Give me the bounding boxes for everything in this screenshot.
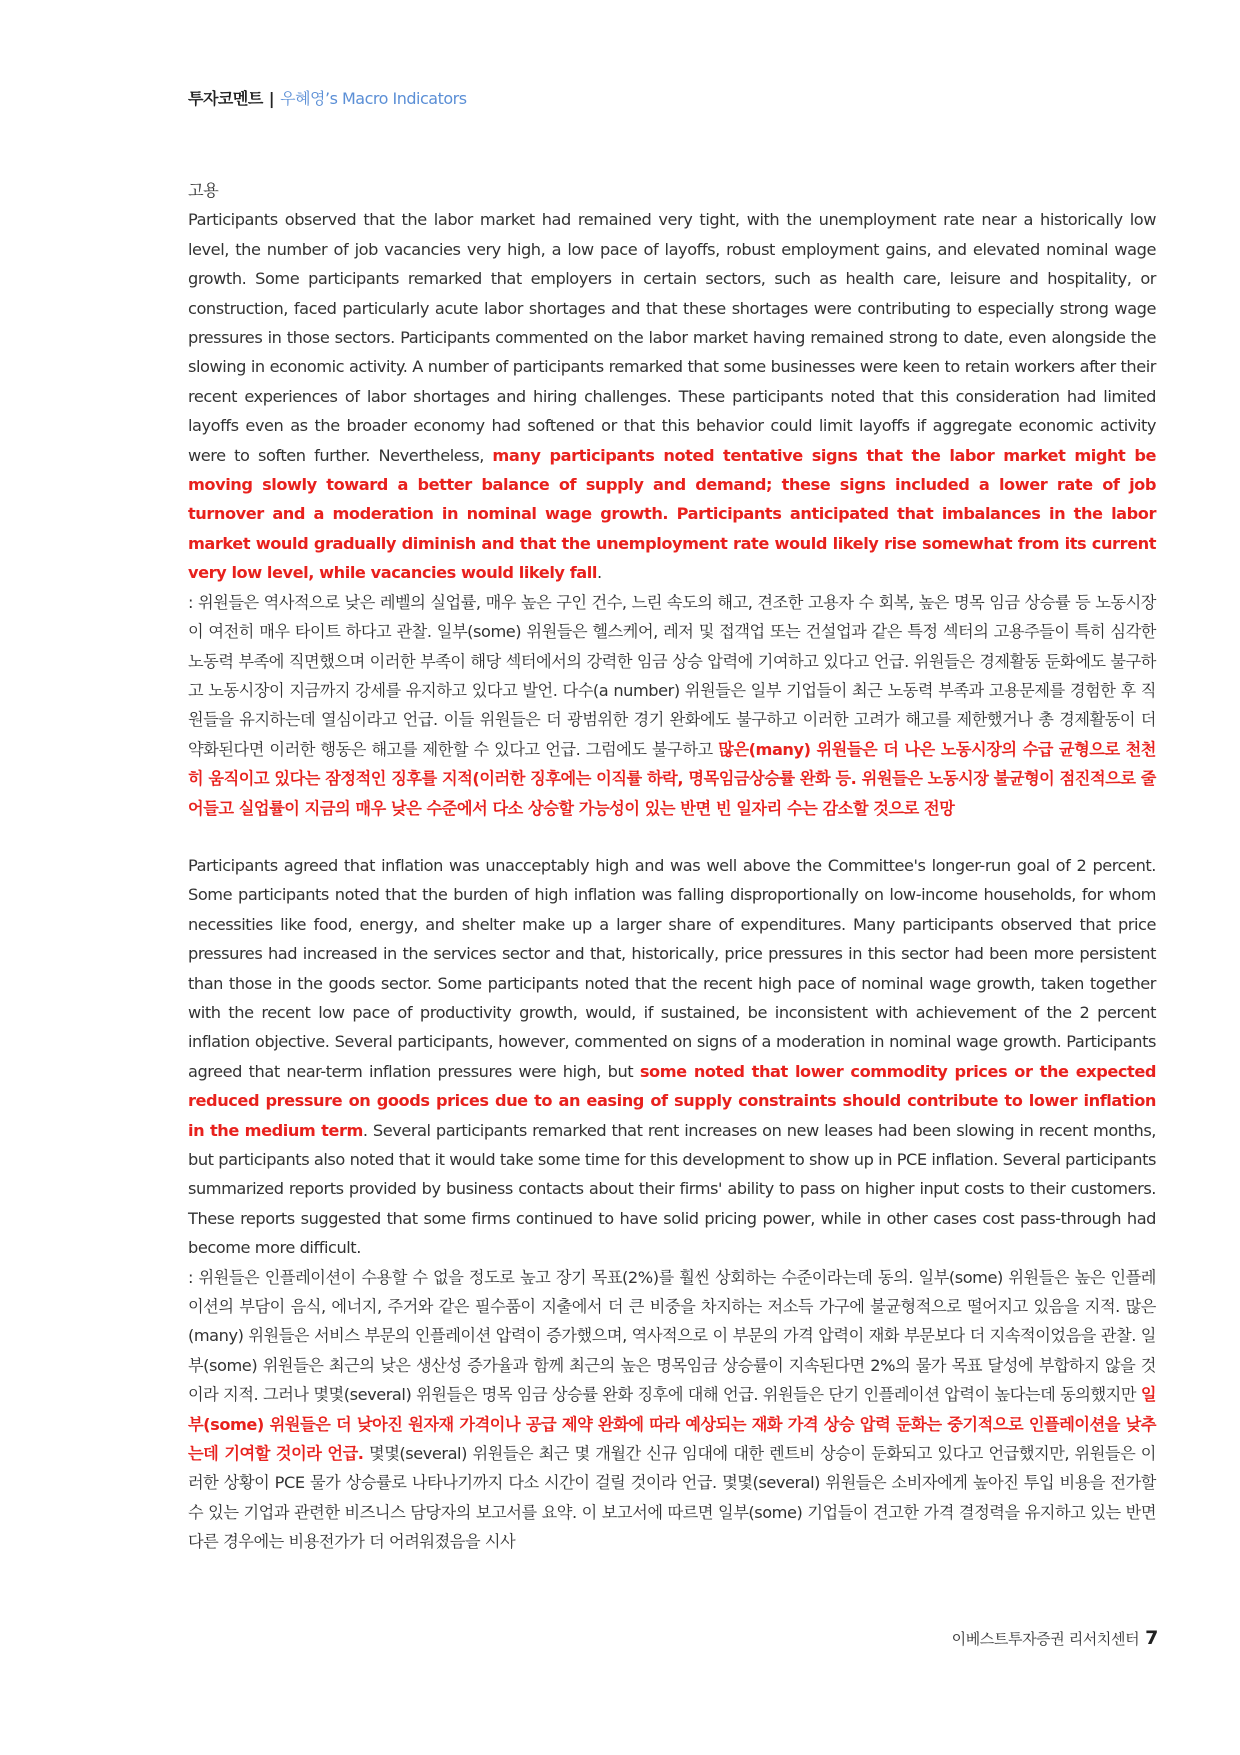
header-brand: 투자코멘트 bbox=[188, 89, 263, 108]
inflation-ko-text: : 위원들은 인플레이션이 수용할 수 없을 정도로 높고 장기 목표(2%)를 훨씬 상회하는 수준이라는데 동의. 일부(some) 위원들은 높은 인플레이션의 부담이 음식, 에너지, 주거와 같은 필수품이 지출에서 더 큰 비중을 차지하는 저소득 가구에 불균형적으로 떨어지고 있음을 지적. 많은(many) 위원들은 서비스 부문의 인플레이션 압력이 증가했으며, 역사적으로 이 부문의 가격 압력이 재화 부문보다 더 지속적이었음을 관찰. 일부(some) 위원들은 최근의 낮은 생산성 증가율과 함께 최근의 높은 명목임금 상승률이 지속된다면 2%의 물가 목표 달성에 부합하지 않을 것이라 지적. 그러나 몇몇(several) 위원들은 명목 임금 상승률 완화 징후에 대해 언급. 위원들은 단기 인플레이션 압력이 높다는데 동의했지만 bbox=[188, 1267, 1156, 1405]
employment-en-end: . bbox=[596, 563, 602, 583]
inflation-korean-paragraph bbox=[188, 1263, 1156, 1557]
inflation-en-text: Participants agreed that inflation was unacceptably high and was well above the Committee's longer-run goal of 2 percent. Some participants noted that the burden of high inflation was falling disproportionally on low-income households, for whom necessities like food, energy, and shelter make up a larger share of expenditures. Many participants observed that price pressures had increased in the services sector and that, historically, price pressures in this sector had been more persistent than those in the goods sector. Some participants noted that the recent high pace of nominal wage growth, taken together with the recent low pace of productivity growth, would, if sustained, be inconsistent with achievement of the 2 percent inflation objective. Several participants, however, commented on signs of a moderation in nominal wage growth. Participants agreed that near-term inflation pressures were high, but bbox=[188, 855, 1156, 1081]
header-separator: | bbox=[268, 89, 275, 108]
page-number: 7 bbox=[1145, 1627, 1158, 1649]
section-title: 고용 bbox=[188, 181, 219, 200]
employment-english-paragraph bbox=[188, 205, 1156, 587]
employment-en-text: Participants observed that the labor market had remained very tight, with the unemployment rate near a historically low level, the number of job vacancies very high, a low pace of layoffs, robust employment gains, and elevated nominal wage growth. Some participants remarked that employers in certain sectors, such as health care, leisure and hospitality, or construction, faced particularly acute labor shortages and that these shortages were contributing to especially strong wage pressures in those sectors. Participants commented on the labor market having remained strong to date, even alongside the slowing in economic activity. A number of participants remarked that some businesses were keen to retain workers after their recent experiences of labor shortages and hiring challenges. These participants noted that this consideration had limited layoffs even as the broader economy had softened or that this behavior could limit layoffs if aggregate economic activity were to soften further. Nevertheless, bbox=[188, 210, 1156, 465]
inflation-ko-text-2: 몇몇(several) 위원들은 최근 몇 개월간 신규 임대에 대한 렌트비 상승이 둔화되고 있다고 언급했지만, 위원들은 이러한 상황이 PCE 물가 상승률로 나타나기까지 다소 시간이 걸릴 것이라 언급. 몇몇(several) 위원들은 소비자에게 높아진 투입 비용을 전가할 수 있는 기업과 관련한 비즈니스 담당자의 보고서를 요약. 이 보고서에 따르면 일부(some) 기업들이 견고한 가격 결정력을 유지하고 있는 반면 다른 경우에는 비용전가가 더 어려워졌음을 시사 bbox=[188, 1444, 1156, 1552]
header-subtitle: 우혜영’s Macro Indicators bbox=[280, 89, 467, 108]
employment-korean-paragraph bbox=[188, 588, 1156, 823]
employment-ko-highlight: 많은(many) 위원들은 더 나은 노동시장의 수급 균형으로 천천히 움직이고 있다는 잠정적인 징후를 지적(이러한 징후에는 이직률 하락, 명목임금상승률 완화 등. 위원들은 노동시장 불균형이 점진적으로 줄어들고 실업률이 지금의 매우 낮은 수준에서 다소 상승할 가능성이 있는 반면 빈 일자리 수는 감소할 것으로 전망 bbox=[188, 739, 1156, 818]
paragraph-gap bbox=[188, 823, 1156, 851]
inflation-english-paragraph bbox=[188, 851, 1156, 1263]
employment-ko-text: : 위원들은 역사적으로 낮은 레벨의 실업률, 매우 높은 구인 건수, 느린 속도의 해고, 견조한 고용자 수 회복, 높은 명목 임금 상승률 등 노동시장이 여전히 매우 타이트 하다고 관찰. 일부(some) 위원들은 헬스케어, 레저 및 접객업 또는 건설업과 같은 특정 섹터의 고용주들이 특히 심각한 노동력 부족에 직면했으며 이러한 부족이 해당 섹터에서의 강력한 임금 상승 압력에 기여하고 있다고 언급. 위원들은 경제활동 둔화에도 불구하고 노동시장이 지금까지 강세를 유지하고 있다고 발언. 다수(a number) 위원들은 일부 기업들이 최근 노동력 부족과 고용문제를 경험한 후 직원들을 유지하는데 열심이라고 언급. 이들 위원들은 더 광범위한 경기 완화에도 불구하고 이러한 고려가 해고를 제한했거나 총 경제활동이 더 약화된다면 이러한 행동은 해고를 제한할 수 있다고 언급. 그럼에도 불구하고 bbox=[188, 592, 1156, 759]
page-footer bbox=[952, 1627, 1158, 1649]
footer-company: 이베스트투자증권 리서치센터 bbox=[951, 1630, 1140, 1648]
inflation-en-text-2: . Several participants remarked that rent increases on new leases had been slowing in recent months, but participants also noted that it would take some time for this development to show up in PCE inflation. Several participants summarized reports provided by business contacts about their firms' ability to pass on higher input costs to their customers. These reports suggested that some firms continued to have solid pricing power, while in other cases cost pass-through had become more difficult. bbox=[188, 1120, 1156, 1258]
page-header bbox=[188, 86, 467, 109]
inflation-ko-highlight: 일부(some) 위원들은 더 낮아진 원자재 가격이나 공급 제약 완화에 따라 예상되는 재화 가격 상승 압력 둔화는 중기적으로 인플레이션을 낮추는데 기여할 것이라 언급. bbox=[188, 1385, 1156, 1464]
employment-en-highlight: many participants noted tentative signs that the labor market might be moving slowly toward a better balance of supply and demand; these signs included a lower rate of job turnover and a moderation in nominal wage growth. Participants anticipated that imbalances in the labor market would gradually diminish and that the unemployment rate would likely rise somewhat from its current very low level, while vacancies would likely fall bbox=[188, 445, 1156, 583]
document-body bbox=[188, 176, 1156, 1557]
inflation-en-highlight: some noted that lower commodity prices or the expected reduced pressure on goods prices due to an easing of supply constraints should contribute to lower inflation in the medium term bbox=[188, 1061, 1156, 1140]
